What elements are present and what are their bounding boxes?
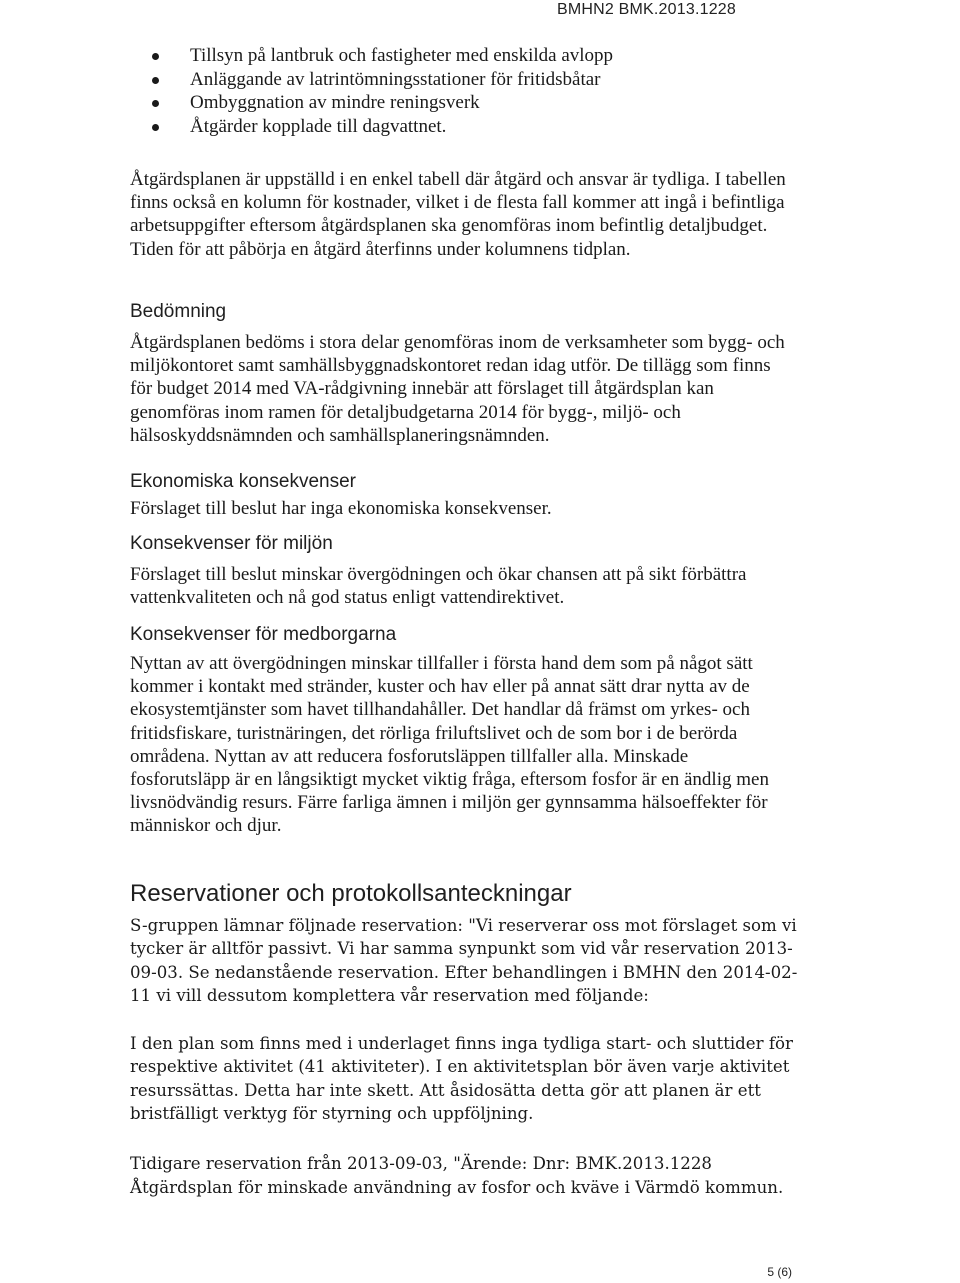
bullet-dot-icon xyxy=(152,100,159,107)
earlier-reservation-line-1: Tidigare reservation från 2013-09-03, "Ärende: Dnr: BMK.2013.1228 xyxy=(130,1154,712,1173)
bedomning-text: Åtgärdsplanen bedöms i stora delar genomföras inom de verksamheter som bygg- och miljökontoret samt samhällsbyggnadskontoret redan idag utför. De tillägg som finns för budget 2014 med VA-rådgivning innebär att förslaget till åtgärdsplan kan genomföras inom ramen för detaljbudgetarna 2014 för bygg-, miljö- och hälsoskyddsnämnden och samhällsplaneringsnämnden. xyxy=(130,332,785,446)
list-item: Anläggande av latrintömningsstationer för fritidsbåtar xyxy=(152,68,613,92)
list-item: Ombyggnation av mindre reningsverk xyxy=(152,91,613,115)
bullet-dot-icon xyxy=(152,53,159,60)
list-item: Tillsyn på lantbruk och fastigheter med enskilda avlopp xyxy=(152,44,613,68)
ekonomiska-heading: Ekonomiska konsekvenser xyxy=(130,471,356,492)
miljon-text: Förslaget till beslut minskar övergödningen och ökar chansen att på sikt förbättra vattenkvaliteten och nå god status enligt vattendirektivet. xyxy=(130,564,747,609)
reservation-paragraph-1: S-gruppen lämnar följnade reservation: "Vi reserverar oss mot förslaget som vi tycker är alltför passivt. Vi har samma synpunkt som vid vår reservation 2013-09-03. Se nedanstående reservation. Efter behandlingen i BMHN den 2014-02-11 vi vill dessutom komplettera vår reservation med följande: xyxy=(130,916,798,1006)
ekonomiska-text: Förslaget till beslut har inga ekonomiska konsekvenser. xyxy=(130,498,552,519)
earlier-reservation-line-2: Åtgärdsplan för minskade användning av fosfor och kväve i Värmdö kommun. xyxy=(130,1178,784,1197)
reservation-paragraph-2: I den plan som finns med i underlaget finns inga tydliga start- och sluttider för respektive aktivitet (41 aktiviteter). I en aktivitetsplan bör även varje aktivitet resurssättas. Detta har inte skett. Att åsidosätta detta gör att planen är ett bristfälligt verktyg för styrning och uppföljning. xyxy=(130,1034,793,1124)
medborgarna-text: Nyttan av att övergödningen minskar tillfaller i första hand dem som på något sätt kommer i kontakt med stränder, kuster och hav eller på annat sätt drar nytta av de ekosystemtjänster som havet tillhandahåller. Det handlar då främst om yrkes- och fritidsfiskare, turistnäringen, det rörliga friluftslivet och de som bor i de berörda områdena. Nyttan av att reducera fosforutsläppen tillfaller alla. Minskade fosforutsläpp är en långsiktigt mycket viktig fråga, eftersom fosfor är en ändlig men livsnödvändig resurs. Färre farliga ämnen i miljön ger gynnsamma hälsoeffekter för människor och djur. xyxy=(130,653,769,837)
bullet-dot-icon xyxy=(152,77,159,84)
miljon-heading: Konsekvenser för miljön xyxy=(130,533,333,554)
intro-paragraph: Åtgärdsplanen är uppställd i en enkel tabell där åtgärd och ansvar är tydliga. I tabellen finns också en kolumn för kostnader, vilket i de flesta fall kommer att ingå i befintliga arbetsuppgifter eftersom åtgärdsplanen ska genomföras inom befintlig detaljbudget. Tiden för att påbörja en åtgärd återfinns under kolumnens tidplan. xyxy=(130,169,786,260)
page-number: 5 (6) xyxy=(767,1265,792,1279)
list-item: Åtgärder kopplade till dagvattnet. xyxy=(152,115,613,139)
bedomning-heading: Bedömning xyxy=(130,301,227,322)
bullet-dot-icon xyxy=(152,124,159,131)
medborgarna-heading: Konsekvenser för medborgarna xyxy=(130,624,397,645)
document-reference: BMHN2 BMK.2013.1228 xyxy=(556,1,736,18)
reservations-heading: Reservationer och protokollsanteckningar xyxy=(130,880,572,907)
measures-bullet-list xyxy=(152,44,613,138)
